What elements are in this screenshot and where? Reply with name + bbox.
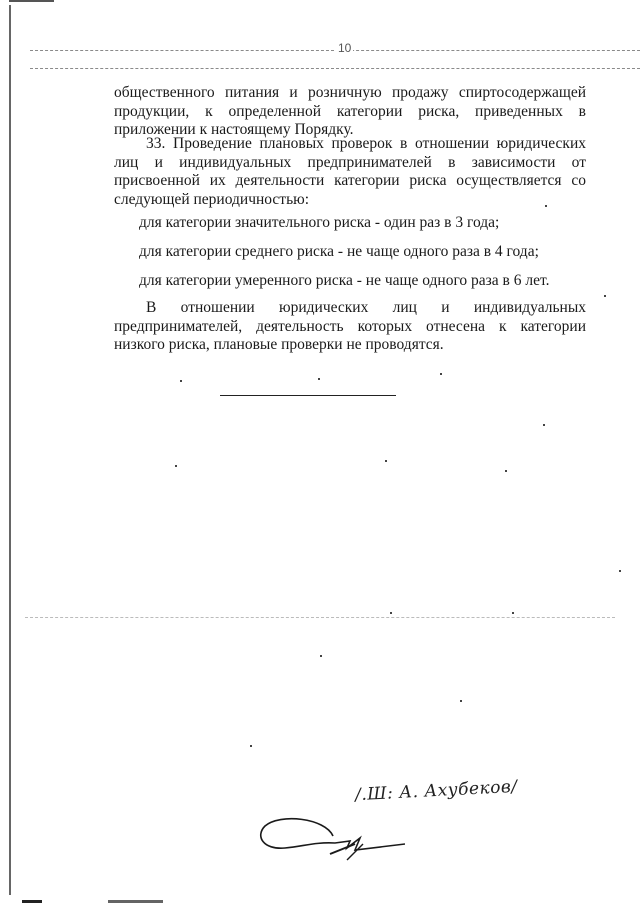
continuation-paragraph	[114, 84, 586, 140]
signature-icon	[255, 808, 405, 863]
scan-noise-line	[25, 617, 615, 618]
scan-speck	[318, 378, 320, 380]
scan-speck	[175, 465, 177, 467]
list-item-medium-risk: для категории среднего риска - не чаще одного раза в 4 года;	[139, 243, 539, 260]
scan-speck	[545, 205, 547, 207]
scan-speck	[390, 612, 392, 614]
section-33-text: 33. Проведение плановых проверок в отношении юридических лиц и индивидуальных предпринимателей в зависимости от присвоенной их деятельности категории риска осуществляется со следующей периодичностью:	[114, 135, 586, 208]
continuation-text: общественного питания и розничную продажу спиртосодержащей продукции, к определенной категории риска, приведенных в приложении к настоящему Порядку.	[114, 84, 586, 139]
page-number: 10	[338, 41, 352, 55]
scan-speck	[250, 745, 252, 747]
scan-speck	[320, 655, 322, 657]
scan-speck	[543, 424, 545, 426]
scan-bottom-mark	[108, 900, 163, 903]
header-rule-bottom	[30, 68, 640, 69]
scan-speck	[619, 570, 621, 572]
scan-speck	[460, 700, 462, 702]
scan-speck	[604, 295, 606, 297]
list-item-significant-risk: для категории значительного риска - один раз в 3 года;	[139, 214, 500, 231]
end-separator-line	[220, 395, 396, 396]
section-33	[114, 135, 586, 209]
scan-bottom-mark	[22, 900, 42, 903]
scan-top-mark	[9, 0, 54, 2]
scan-speck	[505, 470, 507, 472]
scan-left-edge	[9, 5, 11, 895]
handwritten-note: /.Ш: А. Ахубеков/	[354, 776, 519, 806]
low-risk-text: В отношении юридических лиц и индивидуальных предпринимателей, деятельность которых отнесена к категории низкого риска, плановые проверки не проводятся.	[114, 299, 586, 354]
scan-speck	[512, 612, 514, 614]
scan-speck	[440, 373, 442, 375]
list-item-moderate-risk: для категории умеренного риска - не чаще одного раза в 6 лет.	[139, 272, 550, 289]
low-risk-paragraph	[114, 299, 586, 355]
header-rule-top	[30, 50, 640, 51]
scan-speck	[385, 460, 387, 462]
scan-speck	[180, 380, 182, 382]
